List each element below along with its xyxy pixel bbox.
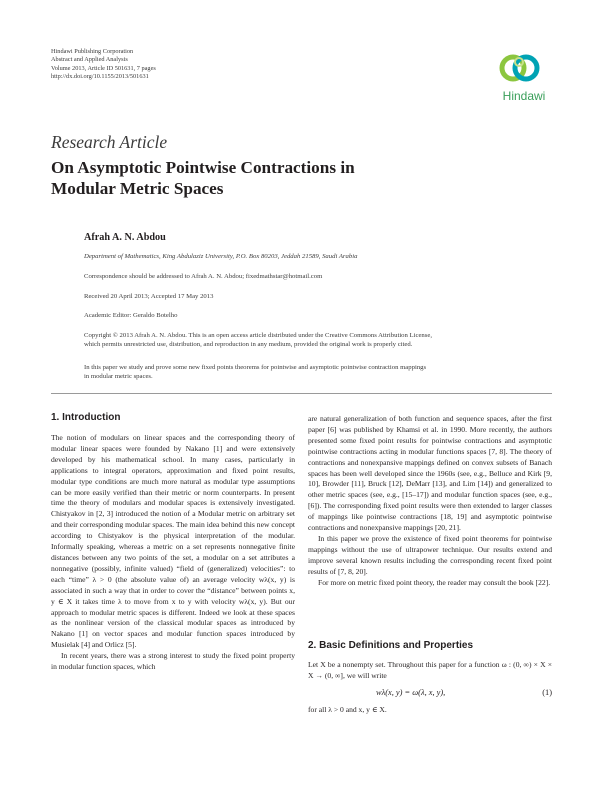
section-2-after-eq: for all λ > 0 and x, y ∈ X. (308, 705, 387, 714)
title-line-2: Modular Metric Spaces (51, 178, 224, 198)
copyright-line-2: which permits unrestricted use, distribution, and reproduction in any medium, provided the original work is properly cited. (84, 341, 413, 348)
section-1-heading: 1. Introduction (51, 412, 121, 423)
received-dates: Received 20 April 2013; Accepted 17 May 2013 (84, 293, 214, 300)
hindawi-logo (496, 48, 552, 106)
equation-number: (1) (542, 688, 552, 697)
intro-paragraph-1: The notion of modulars on linear spaces and the corresponding theory of modular linear spaces were founded by Nakano [1] and were extensively developed by his mathematical school. In many cases, particularly in applications to integral operators, approximation and fixed point results, modular type conditions are much more natural as modular type assumptions can be more easily verified than their metric or norm counterparts. In present time the theory of modulars and modular spaces is extensively investigated. Chistyakov in [2, 3] introduced the notion of a Modular metric on arbitrary set and their corresponding modular spaces. The main idea behind this new concept according to Chistyakov is the physical interpretation of the modular. Informally speaking, whereas a metric on a set represents nonnegative finite distances between any two points of the set, a modular on a set attributes a nonnegative (possibly, infinite valued) “field of (generalized) velocities”: to each “time” λ > 0 (the absolute value of) an average velocity wλ(x, y) is associated in such a way that in order to cover the “distance” between points x, y ∈ X it takes time λ to move from x to y with velocity wλ(x, y). But our approach to modular metric spaces is different. Indeed we look at these spaces as the nonlinear version of the classical modular spaces as introduced by Nakano [1] on vector spaces and modular function spaces introduced by Musielak [4] and Orlicz [5]. (51, 433, 295, 650)
title-line-1: On Asymptotic Pointwise Contractions in (51, 158, 355, 177)
intro-paragraph-3: are natural generalization of both function and sequence spaces, after the first paper [6] was published by Khamsi et al. in 1990. More recently, the authors presented some fixed point results for pointwise contractions and asymptotic pointwise contractions acting in modular functions spaces [7, 8]. The theory of contractions and nonexpansive mappings defined on convex subsets of Banach spaces has been well developed since the 1960s (see, e.g., Belluce and Kirk [9, 10], Browder [11], Bruck [12], DeMarr [13], and Lim [14]) and generalized to other metric spaces (see, e.g., [15–17]) and modular function spaces (see, e.g., [6]). The corresponding fixed point results were then extended to larger classes of mappings like pointwise contractions [18, 19] and asymptotic pointwise contractions and nonexpansive mappings [20, 21]. (308, 414, 552, 533)
article-type: Research Article (51, 132, 168, 152)
intro-paragraph-5: For more on metric fixed point theory, the reader may consult the book [22]. (318, 577, 551, 587)
section-2-heading: 2. Basic Definitions and Properties (308, 640, 474, 651)
right-column (308, 414, 552, 589)
hindawi-rings-icon (496, 48, 552, 106)
logo-text: Hindawi (502, 89, 546, 103)
publisher-line: Hindawi Publishing Corporation (51, 48, 134, 55)
copyright-notice (84, 331, 564, 349)
copyright-line-1: Copyright © 2013 Afrah A. N. Abdou. This is an open access article distributed under the Creative Commons Attribution License, (84, 332, 433, 339)
abstract (84, 363, 564, 381)
journal-name: Abstract and Applied Analysis (51, 56, 128, 64)
equation-body: wλ(x, y) = ω(λ, x, y), (376, 688, 446, 697)
doi-link[interactable]: http://dx.doi.org/10.1155/2013/501631 (51, 73, 149, 81)
correspondence: Correspondence should be addressed to Afrah A. N. Abdou; fixedmathstar@hotmail.com (84, 273, 323, 280)
section-divider (51, 393, 552, 394)
volume-line: Volume 2013, Article ID 501631, 7 pages (51, 64, 156, 72)
author-name: Afrah A. N. Abdou (84, 232, 166, 243)
left-column (51, 433, 295, 673)
academic-editor: Academic Editor: Geraldo Botelho (84, 312, 178, 319)
intro-paragraph-2: In recent years, there was a strong interest to study the fixed point property in modular function spaces, which (51, 651, 295, 672)
article-title (51, 158, 471, 199)
journal-header (51, 48, 156, 82)
affiliation: Department of Mathematics, King Abdulaziz University, P.O. Box 80203, Jeddah 21589, Saudi Arabia (84, 253, 358, 260)
abstract-line-1: In this paper we study and prove some new fixed points theorems for pointwise and asymptotic pointwise contraction mappings (84, 364, 427, 371)
intro-paragraph-4: In this paper we prove the existence of fixed point theorems for pointwise mappings without the use of ultrapower technique. Our results extend and improve several known results including the corresponding recent fixed point results of [7, 8, 20]. (308, 533, 552, 576)
abstract-line-2: in modular metric spaces. (84, 373, 153, 380)
section-2-intro: Let X be a nonempty set. Throughout this paper for a function ω : (0, ∞) × X × X → (0, ∞], we will write (308, 660, 552, 680)
